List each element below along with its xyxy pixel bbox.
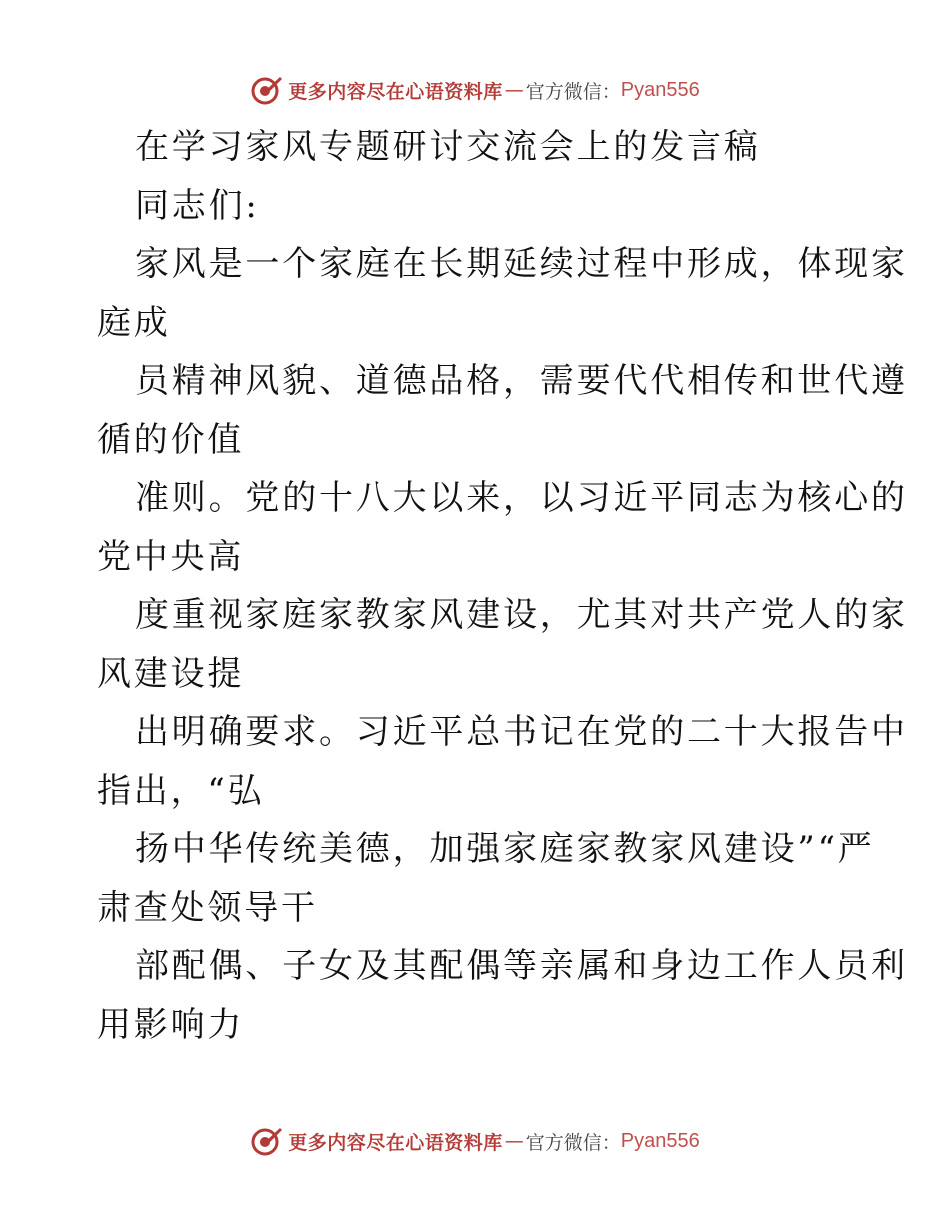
document-line: 出明确要求。习近平总书记在党的二十大报告中 [135, 712, 908, 752]
watermark-site-name: 更多内容尽在心语资料库 [288, 1131, 503, 1154]
document-line: 准则。党的十八大以来，以习近平同志为核心的 [135, 478, 908, 518]
document-line: 度重视家庭家教家风建设，尤其对共产党人的家 [135, 595, 908, 635]
document-line: 循的价值 [97, 419, 245, 460]
document-line: 肃查处领导干 [97, 887, 318, 928]
document-line: 在学习家风专题研讨交流会上的发言稿 [135, 127, 761, 167]
document-line: 同志们: [135, 185, 260, 226]
document-line: 员精神风貌、道德品格，需要代代相传和世代遵 [135, 361, 908, 401]
watermark-wechat-id: Pyan556 [620, 78, 700, 101]
watermark-wechat-label: 官方微信： [525, 80, 621, 103]
document-line: 扬中华传统美德，加强家庭家教家风建设”“严 [135, 829, 875, 869]
watermark-separator: — [504, 1130, 524, 1152]
header-watermark [0, 70, 950, 110]
document-line: 党中央高 [97, 536, 245, 577]
footer-watermark [0, 1121, 950, 1161]
pen-logo-icon [250, 73, 284, 107]
document-line: 家风是一个家庭在长期延续过程中形成，体现家 [135, 244, 908, 284]
document-line: 用影响力 [97, 1004, 245, 1045]
document-line: 风建设提 [97, 653, 245, 694]
watermark-separator: — [504, 79, 524, 101]
document-line: 庭成 [97, 302, 171, 343]
document-line: 指出，“弘 [97, 770, 265, 811]
watermark-wechat-label: 官方微信： [525, 1131, 621, 1154]
document-line: 部配偶、子女及其配偶等亲属和身边工作人员利 [135, 946, 908, 986]
watermark-wechat-id: Pyan556 [620, 1129, 700, 1152]
document-body [97, 118, 908, 1054]
pen-logo-icon [250, 1124, 284, 1158]
watermark-site-name: 更多内容尽在心语资料库 [288, 80, 503, 103]
